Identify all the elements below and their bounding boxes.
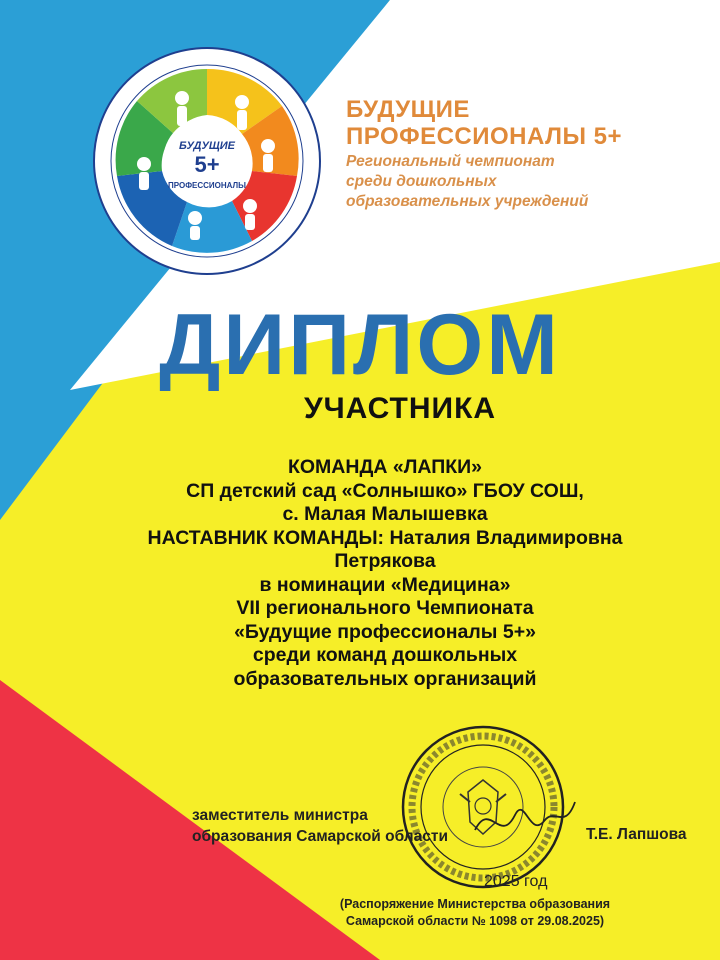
participant-title: УЧАСТНИКА bbox=[303, 392, 497, 425]
signatory-position-line: заместитель министра bbox=[192, 807, 368, 824]
logo-center-line3: ПРОФЕССИОНАЛЫ bbox=[168, 181, 246, 190]
award-text-line: с. Малая Малышевка bbox=[282, 503, 488, 525]
header-title-line: ПРОФЕССИОНАЛЫ 5+ bbox=[346, 123, 623, 150]
signatory-position bbox=[192, 805, 448, 847]
logo-center-line2: 5+ bbox=[194, 152, 220, 177]
header-title-line: БУДУЩИЕ bbox=[346, 96, 470, 123]
diploma-title: ДИПЛОМ bbox=[159, 297, 561, 393]
award-text bbox=[40, 456, 720, 691]
header-subtitle-line: среди дошкольных bbox=[346, 173, 497, 190]
header-subtitle-line: Региональный чемпионат bbox=[346, 153, 555, 170]
header-subtitle bbox=[346, 152, 588, 212]
signatory-position-line: образования Самарской области bbox=[192, 828, 448, 845]
award-text-line: VII регионального Чемпионата bbox=[236, 597, 534, 619]
issue-year: 2025 год bbox=[484, 873, 548, 890]
order-reference bbox=[320, 896, 630, 930]
order-reference-line: (Распоряжение Министерства образования bbox=[339, 897, 611, 911]
award-text-line: в номинации «Медицина» bbox=[259, 573, 511, 596]
header-subtitle-line: образовательных учреждений bbox=[346, 193, 589, 210]
order-reference-line: Самарской области № 1098 от 29.08.2025) bbox=[345, 914, 605, 928]
award-text-line: НАСТАВНИК КОМАНДЫ: Наталия Владимировна bbox=[147, 526, 623, 549]
signatory-name: Т.Е. Лапшова bbox=[586, 826, 687, 843]
award-text-line: СП детский сад «Солнышко» ГБОУ СОШ, bbox=[186, 479, 584, 502]
award-text-line: «Будущие профессионалы 5+» bbox=[234, 620, 536, 643]
award-text-line: КОМАНДА «ЛАПКИ» bbox=[287, 456, 482, 478]
award-text-line: Петрякова bbox=[334, 550, 436, 572]
award-text-line: среди команд дошкольных bbox=[252, 644, 518, 666]
award-text-line: образовательных организаций bbox=[233, 667, 537, 690]
championship-logo bbox=[92, 46, 322, 276]
handwritten-signature bbox=[470, 790, 580, 850]
header-title bbox=[346, 96, 622, 150]
logo-center-line1: БУДУЩИЕ bbox=[178, 140, 236, 152]
